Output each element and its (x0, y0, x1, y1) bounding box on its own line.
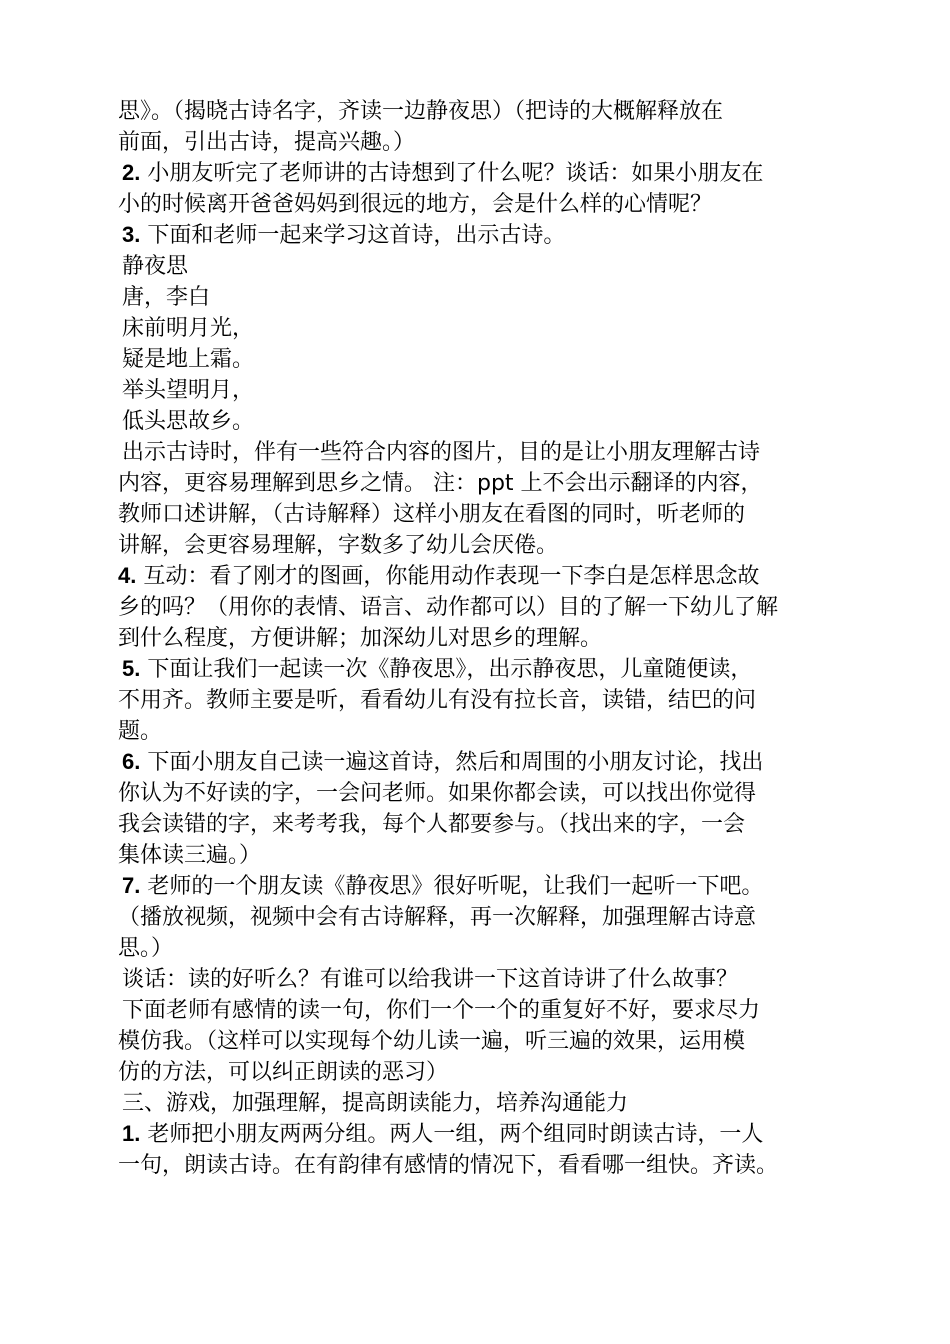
item-number: 5. (122, 656, 141, 681)
text-line (118, 1087, 830, 1118)
item-number: 1. (122, 1121, 141, 1146)
text-line (118, 870, 830, 901)
line-text: 床前明月光， (122, 316, 255, 341)
line-text: 静夜思 (122, 254, 189, 279)
line-text: 举头望明月， (122, 378, 255, 403)
text-line (118, 560, 830, 591)
text-line (118, 994, 830, 1025)
text-line (118, 777, 830, 808)
text-line (118, 126, 830, 157)
text-line (118, 312, 830, 343)
text-line (118, 1025, 830, 1056)
text-line (118, 963, 830, 994)
item-number: 6. (122, 749, 141, 774)
line-text: 谈话：读的好听么？有谁可以给我讲一下这首诗讲了什么故事？ (122, 967, 739, 992)
line-text: 老师的一个朋友读《静夜思》很好听呢，让我们一起听一下吧。 (140, 874, 764, 899)
line-text: 教师口述讲解，（古诗解释）这样小朋友在看图的同时，听老师的 (118, 502, 746, 527)
line-text: 低头思故乡。 (122, 409, 255, 434)
line-text: 集体读三遍。） (118, 843, 262, 868)
text-line (118, 591, 830, 622)
line-text: 思。） (118, 936, 174, 961)
line-text: 唐，李白 (122, 285, 211, 310)
text-line (118, 188, 830, 219)
text-line (118, 932, 830, 963)
line-text: 到什么程度，方便讲解；加深幼儿对思乡的理解。 (118, 626, 603, 651)
item-number: 4. (118, 563, 137, 588)
line-text: （播放视频，视频中会有古诗解释，再一次解释，加强理解古诗意 (118, 905, 757, 930)
line-text: 三、游戏，加强理解，提高朗读能力，培养沟通能力 (122, 1091, 629, 1116)
line-text: 互动：看了刚才的图画，你能用动作表现一下李白是怎样思念故 (136, 564, 760, 589)
line-text: 模仿我。（这样可以实现每个幼儿读一遍，听三遍的效果，运用模 (118, 1029, 746, 1054)
line-text: 不用齐。教师主要是听，看看幼儿有没有拉长音，读错，结巴的问 (118, 688, 757, 713)
line-text: 内容，更容易理解到思乡之情。 注：ppt 上不会出示翻译的内容， (118, 471, 763, 496)
text-line (118, 808, 830, 839)
line-text: 我会读错的字，来考考我，每个人都要参与。（找出来的字，一会 (118, 812, 746, 837)
text-line (118, 219, 830, 250)
text-line (118, 1118, 830, 1149)
text-line (118, 95, 830, 126)
line-text: 仿的方法，可以纠正朗读的恶习） (118, 1060, 449, 1085)
line-text: 下面小朋友自己读一遍这首诗，然后和周围的小朋友讨论，找出 (140, 750, 764, 775)
item-number: 3. (122, 222, 141, 247)
text-line (118, 157, 830, 188)
text-line (118, 1149, 830, 1180)
text-line (118, 1056, 830, 1087)
text-line (118, 374, 830, 405)
text-line (118, 684, 830, 715)
line-text: 疑是地上霜。 (122, 347, 255, 372)
line-text: 下面老师有感情的读一句，你们一个一个的重复好不好，要求尽力 (122, 998, 761, 1023)
line-text: 题。 (118, 719, 163, 744)
item-number: 7. (122, 873, 141, 898)
line-text: 乡的吗？（用你的表情、语言、动作都可以）目的了解一下幼儿了解 (118, 595, 779, 620)
line-text: 前面，引出古诗，提高兴趣。） (118, 130, 416, 155)
text-line (118, 405, 830, 436)
text-line (118, 498, 830, 529)
item-number: 2. (122, 160, 141, 185)
line-text: 小的时候离开爸爸妈妈到很远的地方，会是什么样的心情呢？ (118, 192, 713, 217)
line-text: 老师把小朋友两两分组。两人一组，两个组同时朗读古诗，一人 (140, 1122, 764, 1147)
line-text: 下面和老师一起来学习这首诗，出示古诗。 (140, 223, 566, 248)
line-text: 下面让我们一起读一次《静夜思》，出示静夜思，儿童随便读， (140, 657, 753, 682)
document-body (118, 95, 830, 1180)
text-line (118, 281, 830, 312)
text-line (118, 901, 830, 932)
line-text: 思》。（揭晓古诗名字，齐读一边静夜思）（把诗的大概解释放在 (118, 99, 724, 124)
text-line (118, 529, 830, 560)
text-line (118, 467, 830, 498)
line-text: 小朋友听完了老师讲的古诗想到了什么呢？谈话：如果小朋友在 (140, 161, 764, 186)
text-line (118, 839, 830, 870)
text-line (118, 343, 830, 374)
line-text: 你认为不好读的字，一会问老师。如果你都会读，可以找出你觉得 (118, 781, 757, 806)
text-line (118, 250, 830, 281)
text-line (118, 715, 830, 746)
line-text: 出示古诗时，伴有一些符合内容的图片，目的是让小朋友理解古诗 (122, 440, 761, 465)
text-line (118, 746, 830, 777)
line-text: 讲解，会更容易理解，字数多了幼儿会厌倦。 (118, 533, 559, 558)
text-line (118, 436, 830, 467)
line-text: 一句，朗读古诗。在有韵律有感情的情况下，看看哪一组快。齐读。 (118, 1153, 779, 1178)
text-line (118, 622, 830, 653)
text-line (118, 653, 830, 684)
